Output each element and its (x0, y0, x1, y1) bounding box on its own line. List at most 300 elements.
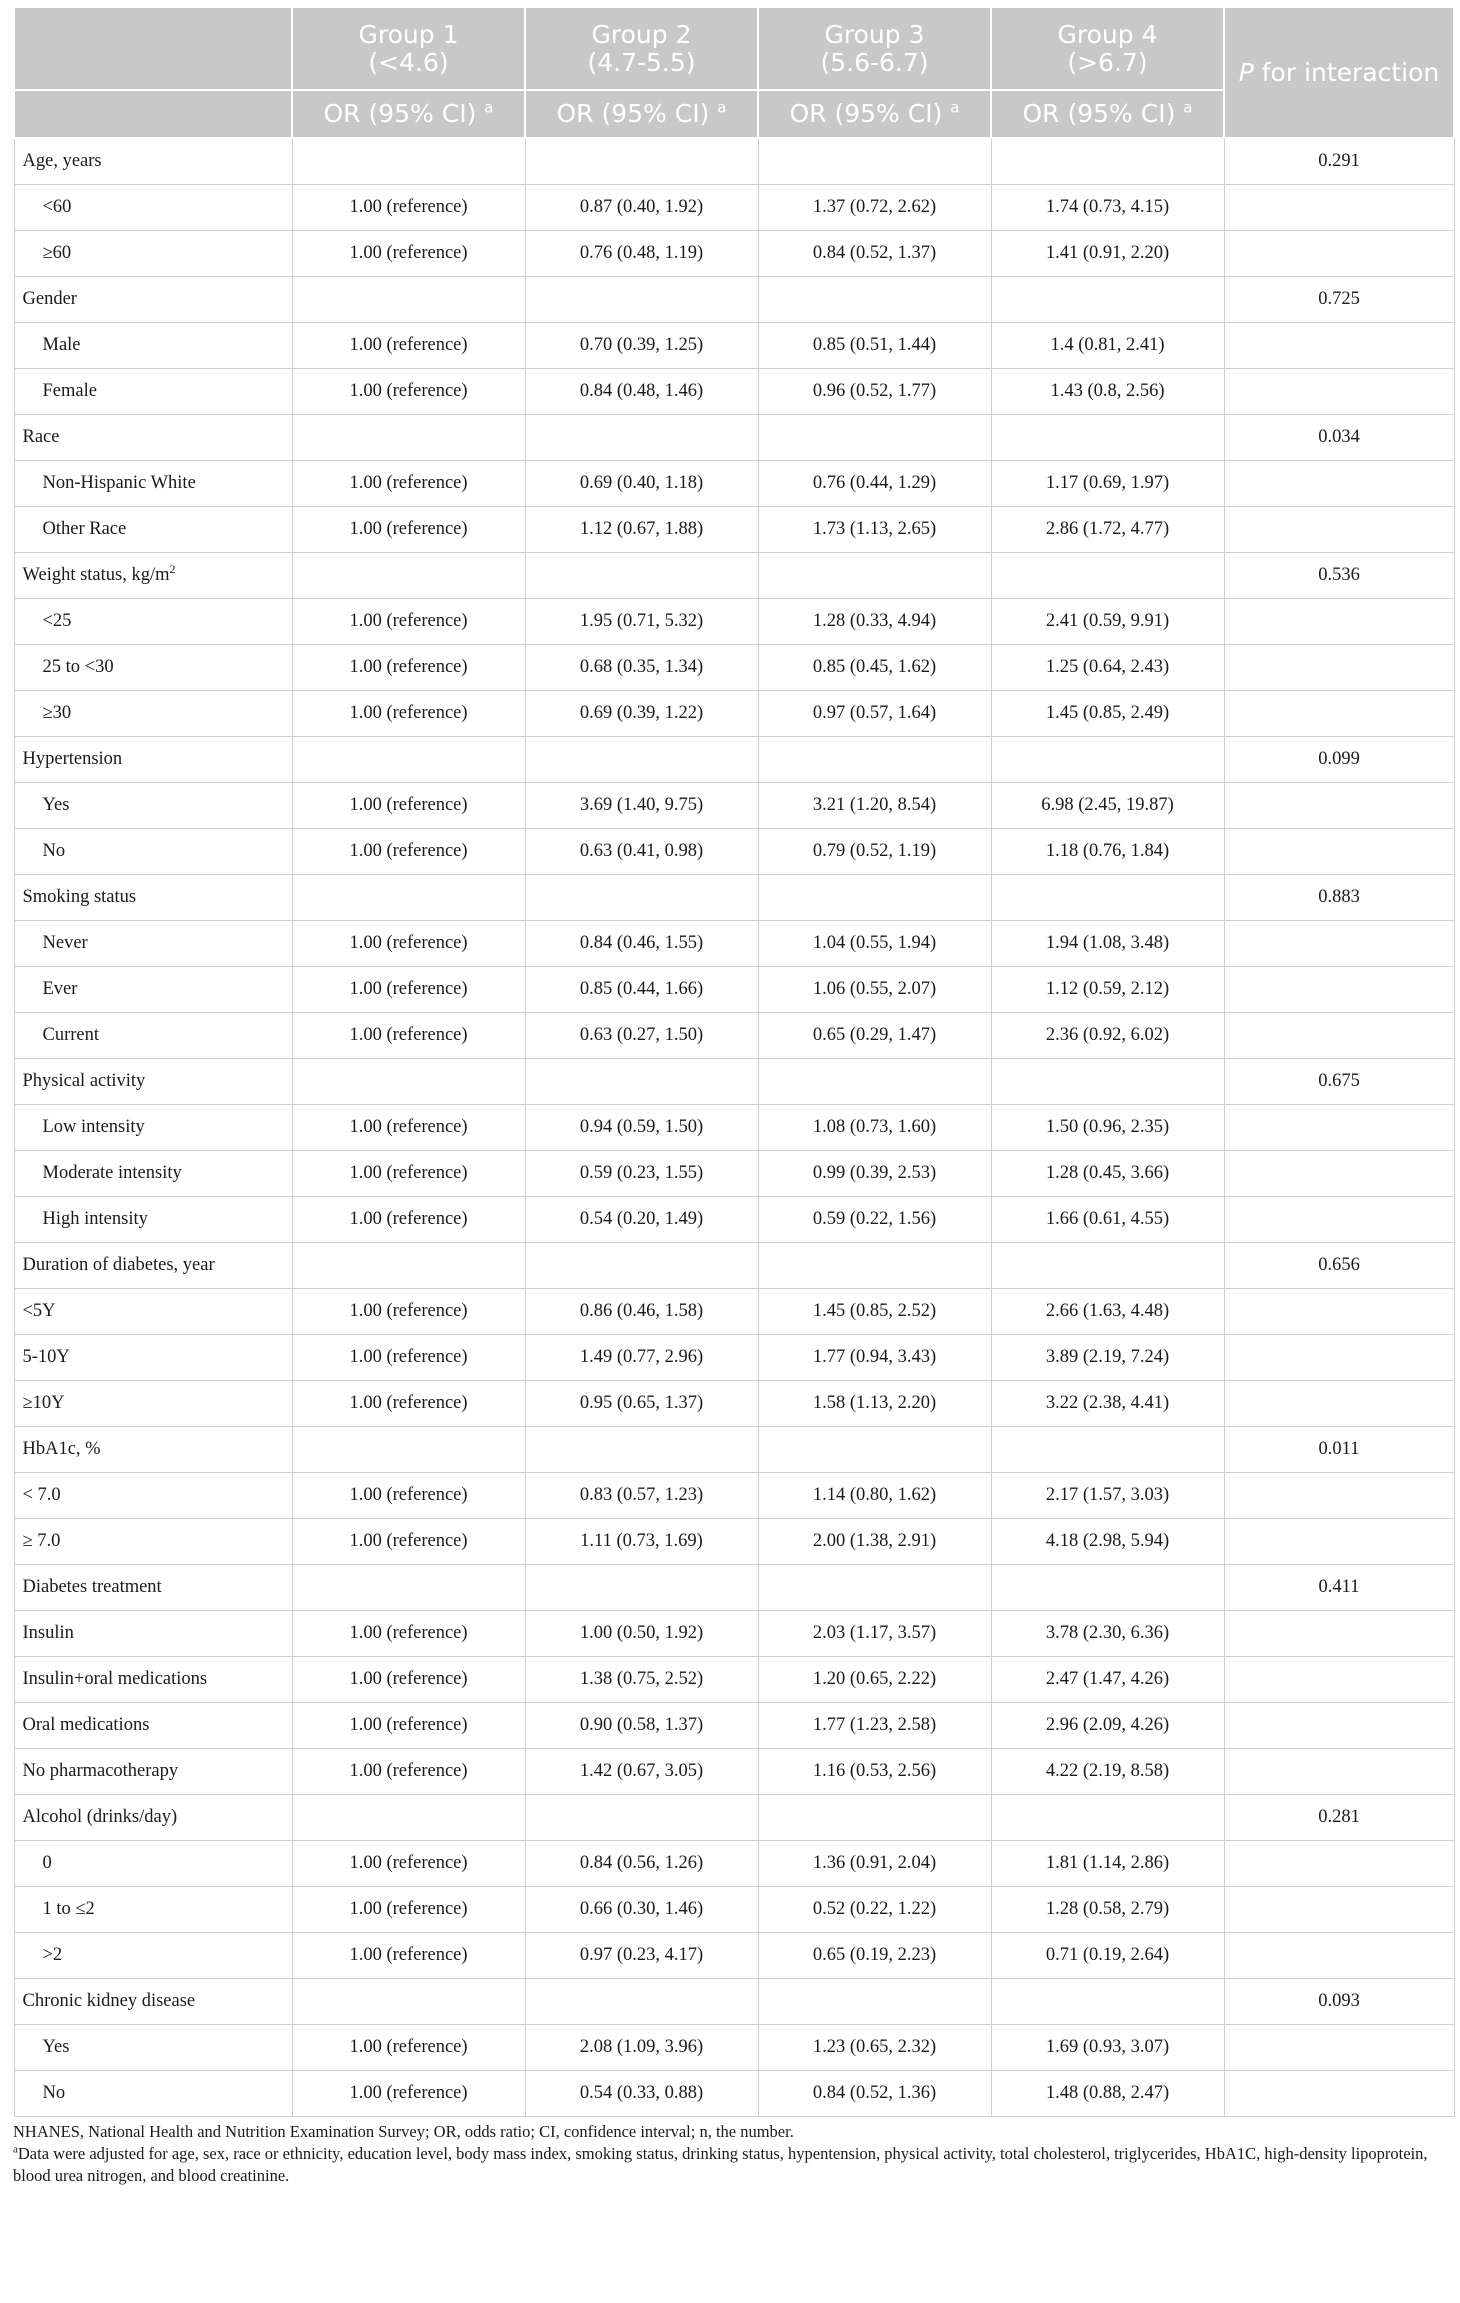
p-interaction-cell (1224, 369, 1454, 415)
or-cell-group-3: 0.96 (0.52, 1.77) (758, 369, 991, 415)
footnote-adjusted: $^a$Data were adjusted for age, sex, race or ethnicity, education level, body mass index, smoking status, drinking status, hypentension, physical activity, total cholesterol, triglycerides, HbA1C, high-density lipoprotein, blood urea nitrogen, and blood creatinine. (13, 2143, 1428, 2185)
or-cell-group-2: 0.87 (0.40, 1.92) (525, 185, 758, 231)
or-cell-group-1 (292, 553, 525, 599)
or-cell-group-2: 1.42 (0.67, 3.05) (525, 1749, 758, 1795)
or-cell-group-2 (525, 1059, 758, 1105)
or-cell-group-3 (758, 1979, 991, 2025)
category-row (14, 737, 1454, 783)
row-label: 5-10Y (14, 1335, 292, 1381)
table-row (14, 1933, 1454, 1979)
row-label: Insulin+oral medications (14, 1657, 292, 1703)
or-cell-group-4: 1.17 (0.69, 1.97) (991, 461, 1224, 507)
or-cell-group-2: 0.90 (0.58, 1.37) (525, 1703, 758, 1749)
or-cell-group-4 (991, 875, 1224, 921)
or-cell-group-2: 1.12 (0.67, 1.88) (525, 507, 758, 553)
or-cell-group-2: 0.94 (0.59, 1.50) (525, 1105, 758, 1151)
category-row (14, 875, 1454, 921)
or-cell-group-1: 1.00 (reference) (292, 1841, 525, 1887)
header-or-1: OR (95% CI) $^a$ (292, 90, 525, 138)
or-cell-group-3: 0.52 (0.22, 1.22) (758, 1887, 991, 1933)
or-cell-group-4: 1.74 (0.73, 4.15) (991, 185, 1224, 231)
category-label: Chronic kidney disease (14, 1979, 292, 2025)
p-interaction-cell (1224, 783, 1454, 829)
or-cell-group-1: 1.00 (reference) (292, 323, 525, 369)
table-row (14, 461, 1454, 507)
or-cell-group-3: 0.84 (0.52, 1.37) (758, 231, 991, 277)
p-interaction-cell: 0.883 (1224, 875, 1454, 921)
or-cell-group-1: 1.00 (reference) (292, 1887, 525, 1933)
or-cell-group-3: 1.73 (1.13, 2.65) (758, 507, 991, 553)
category-row (14, 1427, 1454, 1473)
table-row (14, 2025, 1454, 2071)
table-page (13, 6, 1453, 2187)
or-cell-group-2: 0.84 (0.56, 1.26) (525, 1841, 758, 1887)
or-cell-group-4: 1.28 (0.45, 3.66) (991, 1151, 1224, 1197)
or-cell-group-3 (758, 1795, 991, 1841)
p-interaction-cell (1224, 1887, 1454, 1933)
or-cell-group-2 (525, 277, 758, 323)
category-row (14, 1795, 1454, 1841)
or-cell-group-3 (758, 1427, 991, 1473)
or-cell-group-1: 1.00 (reference) (292, 1197, 525, 1243)
category-row (14, 277, 1454, 323)
category-row (14, 1243, 1454, 1289)
or-cell-group-4: 2.47 (1.47, 4.26) (991, 1657, 1224, 1703)
or-cell-group-2 (525, 415, 758, 461)
category-label: Physical activity (14, 1059, 292, 1105)
or-cell-group-1 (292, 138, 525, 185)
p-interaction-cell (1224, 1749, 1454, 1795)
or-cell-group-1: 1.00 (reference) (292, 1657, 525, 1703)
or-cell-group-3 (758, 415, 991, 461)
or-cell-group-2 (525, 1427, 758, 1473)
or-cell-group-1: 1.00 (reference) (292, 1335, 525, 1381)
or-cell-group-3: 1.08 (0.73, 1.60) (758, 1105, 991, 1151)
or-cell-group-1: 1.00 (reference) (292, 507, 525, 553)
or-cell-group-1 (292, 1427, 525, 1473)
or-cell-group-4: 3.22 (2.38, 4.41) (991, 1381, 1224, 1427)
or-cell-group-4: 4.18 (2.98, 5.94) (991, 1519, 1224, 1565)
or-cell-group-4 (991, 138, 1224, 185)
or-cell-group-2: 0.97 (0.23, 4.17) (525, 1933, 758, 1979)
p-interaction-cell (1224, 1013, 1454, 1059)
or-cell-group-1: 1.00 (reference) (292, 1473, 525, 1519)
row-label: No (14, 829, 292, 875)
p-interaction-cell: 0.011 (1224, 1427, 1454, 1473)
table-row (14, 1151, 1454, 1197)
or-cell-group-4: 1.4 (0.81, 2.41) (991, 323, 1224, 369)
category-label: Age, years (14, 138, 292, 185)
p-interaction-cell: 0.099 (1224, 737, 1454, 783)
or-cell-group-2: 1.95 (0.71, 5.32) (525, 599, 758, 645)
table-row (14, 1473, 1454, 1519)
header-or-3: OR (95% CI) $^a$ (758, 90, 991, 138)
p-interaction-cell (1224, 507, 1454, 553)
row-label: Male (14, 323, 292, 369)
table-row (14, 1013, 1454, 1059)
row-label: <25 (14, 599, 292, 645)
category-label: Duration of diabetes, year (14, 1243, 292, 1289)
or-cell-group-1: 1.00 (reference) (292, 461, 525, 507)
row-label: High intensity (14, 1197, 292, 1243)
or-cell-group-3: 2.00 (1.38, 2.91) (758, 1519, 991, 1565)
table-row (14, 1887, 1454, 1933)
or-cell-group-3 (758, 737, 991, 783)
or-cell-group-4: 1.94 (1.08, 3.48) (991, 921, 1224, 967)
or-cell-group-1: 1.00 (reference) (292, 1013, 525, 1059)
category-label: Diabetes treatment (14, 1565, 292, 1611)
or-cell-group-2 (525, 1795, 758, 1841)
or-cell-group-2: 0.54 (0.20, 1.49) (525, 1197, 758, 1243)
or-cell-group-3: 1.04 (0.55, 1.94) (758, 921, 991, 967)
p-interaction-cell (1224, 1703, 1454, 1749)
or-cell-group-1 (292, 1565, 525, 1611)
p-interaction-cell: 0.656 (1224, 1243, 1454, 1289)
p-interaction-cell: 0.411 (1224, 1565, 1454, 1611)
or-cell-group-1 (292, 1059, 525, 1105)
category-row (14, 1565, 1454, 1611)
table-row (14, 1841, 1454, 1887)
or-cell-group-1 (292, 1979, 525, 2025)
or-cell-group-2: 0.85 (0.44, 1.66) (525, 967, 758, 1013)
or-cell-group-3 (758, 553, 991, 599)
or-cell-group-4 (991, 1427, 1224, 1473)
or-cell-group-4 (991, 1243, 1224, 1289)
table-row (14, 1381, 1454, 1427)
table-row (14, 185, 1454, 231)
table-row (14, 231, 1454, 277)
or-cell-group-1: 1.00 (reference) (292, 1151, 525, 1197)
row-label: >2 (14, 1933, 292, 1979)
or-cell-group-3: 1.28 (0.33, 4.94) (758, 599, 991, 645)
or-cell-group-4 (991, 1059, 1224, 1105)
table-row (14, 1703, 1454, 1749)
row-label: < 7.0 (14, 1473, 292, 1519)
or-cell-group-1: 1.00 (reference) (292, 1519, 525, 1565)
or-cell-group-3: 0.76 (0.44, 1.29) (758, 461, 991, 507)
row-label: Current (14, 1013, 292, 1059)
row-label: Female (14, 369, 292, 415)
row-label: 1 to ≤2 (14, 1887, 292, 1933)
or-cell-group-1: 1.00 (reference) (292, 1933, 525, 1979)
row-label: Non-Hispanic White (14, 461, 292, 507)
or-cell-group-4: 2.66 (1.63, 4.48) (991, 1289, 1224, 1335)
table-row (14, 783, 1454, 829)
or-cell-group-3: 0.65 (0.29, 1.47) (758, 1013, 991, 1059)
row-label: <60 (14, 185, 292, 231)
row-label: ≥30 (14, 691, 292, 737)
p-interaction-cell (1224, 1611, 1454, 1657)
p-interaction-cell (1224, 1105, 1454, 1151)
or-cell-group-4: 4.22 (2.19, 8.58) (991, 1749, 1224, 1795)
or-cell-group-3: 3.21 (1.20, 8.54) (758, 783, 991, 829)
p-interaction-cell (1224, 1197, 1454, 1243)
table-row (14, 507, 1454, 553)
or-cell-group-4 (991, 1795, 1224, 1841)
or-cell-group-3: 0.85 (0.45, 1.62) (758, 645, 991, 691)
or-cell-group-2: 1.00 (0.50, 1.92) (525, 1611, 758, 1657)
p-interaction-cell: 0.536 (1224, 553, 1454, 599)
header-row-groups (14, 7, 1454, 90)
row-label: ≥60 (14, 231, 292, 277)
odds-ratio-table (13, 6, 1455, 2117)
p-interaction-cell: 0.034 (1224, 415, 1454, 461)
or-cell-group-2: 1.38 (0.75, 2.52) (525, 1657, 758, 1703)
category-label: HbA1c, % (14, 1427, 292, 1473)
row-label: Other Race (14, 507, 292, 553)
row-label: 25 to <30 (14, 645, 292, 691)
or-cell-group-2 (525, 138, 758, 185)
category-label: Smoking status (14, 875, 292, 921)
table-row (14, 369, 1454, 415)
or-cell-group-2: 0.86 (0.46, 1.58) (525, 1289, 758, 1335)
p-interaction-cell (1224, 1519, 1454, 1565)
p-interaction-cell (1224, 967, 1454, 1013)
or-cell-group-1 (292, 875, 525, 921)
or-cell-group-1: 1.00 (reference) (292, 691, 525, 737)
or-cell-group-4: 1.66 (0.61, 4.55) (991, 1197, 1224, 1243)
p-interaction-cell (1224, 1657, 1454, 1703)
header-or-4: OR (95% CI) $^a$ (991, 90, 1224, 138)
category-row (14, 1979, 1454, 2025)
or-cell-group-1: 1.00 (reference) (292, 1289, 525, 1335)
or-cell-group-2: 0.84 (0.48, 1.46) (525, 369, 758, 415)
row-label: Oral medications (14, 1703, 292, 1749)
or-cell-group-3: 0.65 (0.19, 2.23) (758, 1933, 991, 1979)
or-cell-group-1: 1.00 (reference) (292, 1105, 525, 1151)
or-cell-group-1: 1.00 (reference) (292, 645, 525, 691)
or-cell-group-3: 1.14 (0.80, 1.62) (758, 1473, 991, 1519)
row-label: ≥ 7.0 (14, 1519, 292, 1565)
or-cell-group-4 (991, 1565, 1224, 1611)
or-cell-group-3: 2.03 (1.17, 3.57) (758, 1611, 991, 1657)
or-cell-group-2 (525, 737, 758, 783)
p-interaction-cell (1224, 1151, 1454, 1197)
or-cell-group-1 (292, 737, 525, 783)
p-interaction-cell (1224, 1841, 1454, 1887)
or-cell-group-4: 2.86 (1.72, 4.77) (991, 507, 1224, 553)
p-interaction-cell: 0.725 (1224, 277, 1454, 323)
or-cell-group-3: 1.45 (0.85, 2.52) (758, 1289, 991, 1335)
p-interaction-cell (1224, 1289, 1454, 1335)
p-interaction-cell (1224, 829, 1454, 875)
row-label: Insulin (14, 1611, 292, 1657)
header-group-3: Group 3 (5.6-6.7) (758, 7, 991, 90)
or-cell-group-4 (991, 737, 1224, 783)
or-cell-group-3: 0.59 (0.22, 1.56) (758, 1197, 991, 1243)
header-blank-cell-2 (14, 90, 292, 138)
p-interaction-cell (1224, 921, 1454, 967)
or-cell-group-1: 1.00 (reference) (292, 231, 525, 277)
or-cell-group-2: 0.76 (0.48, 1.19) (525, 231, 758, 277)
p-interaction-cell: 0.675 (1224, 1059, 1454, 1105)
p-interaction-cell (1224, 691, 1454, 737)
or-cell-group-4: 2.17 (1.57, 3.03) (991, 1473, 1224, 1519)
or-cell-group-4: 1.50 (0.96, 2.35) (991, 1105, 1224, 1151)
or-cell-group-3: 1.77 (1.23, 2.58) (758, 1703, 991, 1749)
p-interaction-cell (1224, 2025, 1454, 2071)
or-cell-group-2: 0.69 (0.40, 1.18) (525, 461, 758, 507)
header-group-1: Group 1 (<4.6) (292, 7, 525, 90)
or-cell-group-4: 6.98 (2.45, 19.87) (991, 783, 1224, 829)
or-cell-group-4: 1.12 (0.59, 2.12) (991, 967, 1224, 1013)
or-cell-group-4: 1.81 (1.14, 2.86) (991, 1841, 1224, 1887)
category-label: Alcohol (drinks/day) (14, 1795, 292, 1841)
header-blank-cell (14, 7, 292, 90)
row-label: Low intensity (14, 1105, 292, 1151)
or-cell-group-1: 1.00 (reference) (292, 921, 525, 967)
or-cell-group-3: 1.77 (0.94, 3.43) (758, 1335, 991, 1381)
or-cell-group-1: 1.00 (reference) (292, 783, 525, 829)
or-cell-group-1 (292, 1243, 525, 1289)
or-cell-group-3: 1.16 (0.53, 2.56) (758, 1749, 991, 1795)
p-interaction-cell (1224, 2071, 1454, 2117)
header-p-interaction: P for interaction (1224, 7, 1454, 138)
or-cell-group-2: 0.84 (0.46, 1.55) (525, 921, 758, 967)
or-cell-group-1 (292, 415, 525, 461)
table-row (14, 1335, 1454, 1381)
category-label: Gender (14, 277, 292, 323)
header-or-2: OR (95% CI) $^a$ (525, 90, 758, 138)
or-cell-group-4: 1.25 (0.64, 2.43) (991, 645, 1224, 691)
category-row (14, 553, 1454, 599)
or-cell-group-1: 1.00 (reference) (292, 967, 525, 1013)
or-cell-group-3 (758, 138, 991, 185)
or-cell-group-4: 2.96 (2.09, 4.26) (991, 1703, 1224, 1749)
or-cell-group-3: 1.37 (0.72, 2.62) (758, 185, 991, 231)
header-group-4: Group 4 (>6.7) (991, 7, 1224, 90)
row-label: <5Y (14, 1289, 292, 1335)
category-row (14, 1059, 1454, 1105)
p-interaction-cell (1224, 1381, 1454, 1427)
or-cell-group-4 (991, 277, 1224, 323)
table-row (14, 323, 1454, 369)
table-row (14, 1657, 1454, 1703)
or-cell-group-1: 1.00 (reference) (292, 829, 525, 875)
or-cell-group-3: 0.99 (0.39, 2.53) (758, 1151, 991, 1197)
or-cell-group-2: 0.70 (0.39, 1.25) (525, 323, 758, 369)
or-cell-group-1: 1.00 (reference) (292, 2071, 525, 2117)
or-cell-group-2: 0.66 (0.30, 1.46) (525, 1887, 758, 1933)
or-cell-group-2 (525, 1565, 758, 1611)
or-cell-group-2: 0.69 (0.39, 1.22) (525, 691, 758, 737)
or-cell-group-1 (292, 1795, 525, 1841)
table-body (14, 138, 1454, 2117)
or-cell-group-2: 1.49 (0.77, 2.96) (525, 1335, 758, 1381)
p-interaction-cell (1224, 185, 1454, 231)
p-interaction-cell (1224, 645, 1454, 691)
or-cell-group-2 (525, 875, 758, 921)
table-row (14, 599, 1454, 645)
p-interaction-cell: 0.291 (1224, 138, 1454, 185)
table-row (14, 967, 1454, 1013)
or-cell-group-3 (758, 875, 991, 921)
or-cell-group-1: 1.00 (reference) (292, 369, 525, 415)
p-interaction-cell (1224, 461, 1454, 507)
or-cell-group-4: 1.43 (0.8, 2.56) (991, 369, 1224, 415)
table-row (14, 2071, 1454, 2117)
or-cell-group-4 (991, 1979, 1224, 2025)
category-row (14, 138, 1454, 185)
category-label: Race (14, 415, 292, 461)
p-interaction-cell (1224, 1335, 1454, 1381)
category-row (14, 415, 1454, 461)
header-group-2: Group 2 (4.7-5.5) (525, 7, 758, 90)
row-label: Yes (14, 2025, 292, 2071)
table-row (14, 1611, 1454, 1657)
row-label: 0 (14, 1841, 292, 1887)
or-cell-group-1: 1.00 (reference) (292, 599, 525, 645)
or-cell-group-4: 1.41 (0.91, 2.20) (991, 231, 1224, 277)
row-label: Ever (14, 967, 292, 1013)
p-interaction-cell: 0.281 (1224, 1795, 1454, 1841)
or-cell-group-3: 1.58 (1.13, 2.20) (758, 1381, 991, 1427)
or-cell-group-4: 2.41 (0.59, 9.91) (991, 599, 1224, 645)
or-cell-group-2 (525, 1979, 758, 2025)
row-label: Never (14, 921, 292, 967)
or-cell-group-1: 1.00 (reference) (292, 185, 525, 231)
or-cell-group-2: 0.83 (0.57, 1.23) (525, 1473, 758, 1519)
or-cell-group-4: 1.69 (0.93, 3.07) (991, 2025, 1224, 2071)
p-interaction-cell (1224, 1933, 1454, 1979)
or-cell-group-3: 1.06 (0.55, 2.07) (758, 967, 991, 1013)
p-interaction-cell: 0.093 (1224, 1979, 1454, 2025)
or-cell-group-2: 0.63 (0.41, 0.98) (525, 829, 758, 875)
or-cell-group-2: 0.59 (0.23, 1.55) (525, 1151, 758, 1197)
or-cell-group-4 (991, 415, 1224, 461)
or-cell-group-2: 2.08 (1.09, 3.96) (525, 2025, 758, 2071)
category-label: Weight status, $kg/m^2$ (14, 553, 292, 599)
or-cell-group-2: 3.69 (1.40, 9.75) (525, 783, 758, 829)
or-cell-group-1 (292, 277, 525, 323)
or-cell-group-3: 0.79 (0.52, 1.19) (758, 829, 991, 875)
table-row (14, 1749, 1454, 1795)
category-label: Hypertension (14, 737, 292, 783)
table-row (14, 829, 1454, 875)
or-cell-group-4: 1.18 (0.76, 1.84) (991, 829, 1224, 875)
row-label: Yes (14, 783, 292, 829)
or-cell-group-3: 0.84 (0.52, 1.36) (758, 2071, 991, 2117)
footnote-abbreviations: NHANES, National Health and Nutrition Examination Survey; OR, odds ratio; CI, confidence interval; n, the number. (13, 2122, 794, 2141)
or-cell-group-2: 1.11 (0.73, 1.69) (525, 1519, 758, 1565)
or-cell-group-3 (758, 1059, 991, 1105)
or-cell-group-2 (525, 553, 758, 599)
table-row (14, 921, 1454, 967)
or-cell-group-3: 0.85 (0.51, 1.44) (758, 323, 991, 369)
or-cell-group-2: 0.95 (0.65, 1.37) (525, 1381, 758, 1427)
or-cell-group-3: 1.23 (0.65, 2.32) (758, 2025, 991, 2071)
table-row (14, 691, 1454, 737)
or-cell-group-4 (991, 553, 1224, 599)
footnotes (13, 2121, 1453, 2187)
or-cell-group-2 (525, 1243, 758, 1289)
or-cell-group-3: 1.20 (0.65, 2.22) (758, 1657, 991, 1703)
table-row (14, 645, 1454, 691)
or-cell-group-3 (758, 1243, 991, 1289)
or-cell-group-4: 1.28 (0.58, 2.79) (991, 1887, 1224, 1933)
or-cell-group-1: 1.00 (reference) (292, 1703, 525, 1749)
p-interaction-cell (1224, 231, 1454, 277)
table-row (14, 1289, 1454, 1335)
or-cell-group-4: 1.45 (0.85, 2.49) (991, 691, 1224, 737)
or-cell-group-2: 0.68 (0.35, 1.34) (525, 645, 758, 691)
or-cell-group-1: 1.00 (reference) (292, 1749, 525, 1795)
table-row (14, 1519, 1454, 1565)
table-row (14, 1197, 1454, 1243)
or-cell-group-1: 1.00 (reference) (292, 1381, 525, 1427)
or-cell-group-3: 0.97 (0.57, 1.64) (758, 691, 991, 737)
or-cell-group-2: 0.54 (0.33, 0.88) (525, 2071, 758, 2117)
